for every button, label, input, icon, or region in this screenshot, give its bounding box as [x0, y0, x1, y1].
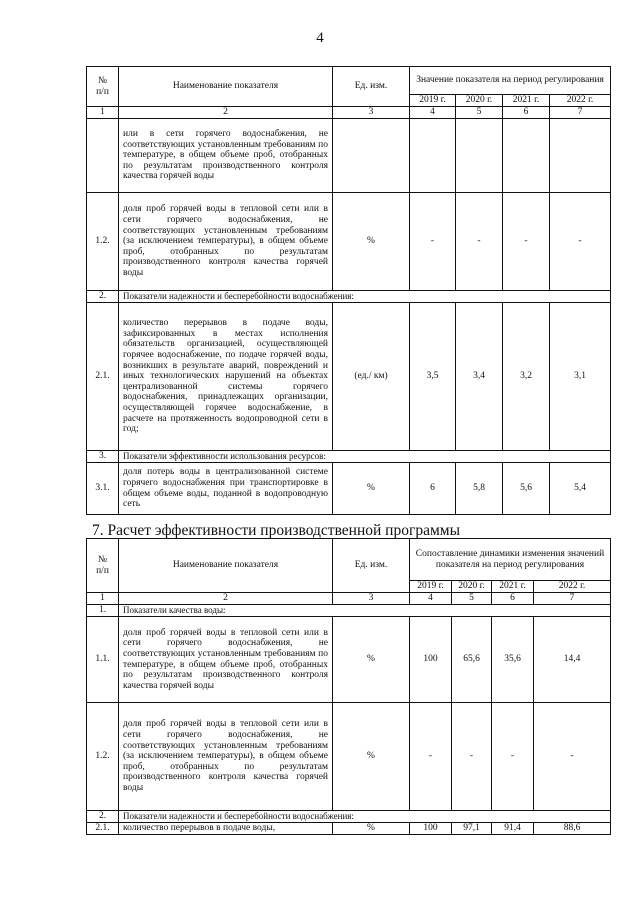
column-index: 6 — [503, 107, 550, 119]
year-header: 2020 г. — [452, 581, 492, 593]
value-cell: - — [503, 193, 550, 291]
row-number: 1.1. — [87, 617, 119, 703]
col-header-name: Наименование показателя — [119, 539, 333, 593]
section-row — [87, 291, 611, 303]
section-number: 2. — [87, 811, 119, 823]
section-row — [87, 811, 611, 823]
value-cell: 3,4 — [456, 303, 503, 451]
column-index: 5 — [452, 593, 492, 605]
column-index: 1 — [87, 107, 119, 119]
col-header-unit: Ед. изм. — [333, 67, 410, 107]
year-header: 2020 г. — [456, 95, 503, 107]
column-index-row — [87, 107, 611, 119]
value-cell — [456, 119, 503, 193]
year-header: 2022 г. — [550, 95, 611, 107]
page-number: 4 — [316, 30, 324, 46]
column-index: 1 — [87, 593, 119, 605]
indicator-unit: % — [333, 703, 410, 811]
value-cell: 14,4 — [534, 617, 611, 703]
table-row — [87, 303, 611, 451]
col-header-num: № п/п — [87, 539, 119, 593]
row-number: 3.1. — [87, 463, 119, 515]
column-index: 3 — [333, 593, 410, 605]
column-index: 5 — [456, 107, 503, 119]
year-header: 2019 г. — [410, 581, 452, 593]
column-index: 4 — [410, 107, 456, 119]
value-cell: 3,1 — [550, 303, 611, 451]
value-cell — [550, 119, 611, 193]
value-cell: - — [456, 193, 503, 291]
value-cell: 3,5 — [410, 303, 456, 451]
section-row — [87, 451, 611, 463]
value-cell: 35,6 — [492, 617, 534, 703]
indicator-description: или в сети горячего водоснабжения, не соответствующих установленным требованиям по температуре, в общем объеме проб, отобранных по результатам производственного контроля качества горячей воды — [119, 119, 333, 193]
section-title: Показатели надежности и бесперебойности водоснабжения: — [119, 291, 611, 303]
table-row — [87, 119, 611, 193]
section-number: 1. — [87, 605, 119, 617]
value-cell: 88,6 — [534, 823, 611, 835]
indicator-unit — [333, 119, 410, 193]
section-number: 2. — [87, 291, 119, 303]
value-cell — [410, 119, 456, 193]
year-header: 2019 г. — [410, 95, 456, 107]
value-cell: 100 — [410, 617, 452, 703]
value-cell: 3,2 — [503, 303, 550, 451]
column-index: 3 — [333, 107, 410, 119]
indicator-description: доля потерь воды в централизованной системе горячего водоснабжения при транспортировке в общем объеме воды, поданной в водопроводную сеть — [119, 463, 333, 515]
column-index: 2 — [119, 107, 333, 119]
year-header: 2021 г. — [503, 95, 550, 107]
row-number — [87, 119, 119, 193]
indicator-unit: % — [333, 463, 410, 515]
column-index: 6 — [492, 593, 534, 605]
table-row — [87, 703, 611, 811]
row-number: 1.2. — [87, 193, 119, 291]
indicator-unit: % — [333, 193, 410, 291]
row-number: 1.2. — [87, 703, 119, 811]
efficiency-table — [86, 538, 611, 835]
section-title: Показатели надежности и бесперебойности водоснабжения: — [119, 811, 611, 823]
indicator-description: количество перерывов в подаче воды, — [119, 823, 333, 835]
col-header-name: Наименование показателя — [119, 67, 333, 107]
year-header: 2022 г. — [534, 581, 611, 593]
table-row — [87, 463, 611, 515]
value-cell: - — [452, 703, 492, 811]
col-header-comparison: Сопоставление динамики изменения значений показателя на период регулирования — [410, 539, 611, 581]
col-header-num: № п/п — [87, 67, 119, 107]
indicator-description: доля проб горячей воды в тепловой сети или в сети горячего водоснабжения, не соответствующих установленным требованиям (за исключением температуры), в общем объеме проб, отобранных по результатам производственного контроля качества горячей воды — [119, 703, 333, 811]
table-header-row — [87, 539, 611, 581]
section-number: 3. — [87, 451, 119, 463]
value-cell: 5,6 — [503, 463, 550, 515]
table-header-row — [87, 67, 611, 95]
value-cell: - — [492, 703, 534, 811]
indicator-description: количество перерывов в подаче воды, зафиксированных в местах исполнения обязательств организацией, осуществляющей горячее водоснабжение, по подаче горячей воды, возникших в результате аварий, повреждений и иных технологических нарушений на объектах централизованной системы горячего водоснабжения, принадлежащих организации, осуществляющей горячее водоснабжение, в расчете на протяженность водопроводной сети в год; — [119, 303, 333, 451]
value-cell: 5,8 — [456, 463, 503, 515]
col-header-unit: Ед. изм. — [333, 539, 410, 593]
value-cell: - — [534, 703, 611, 811]
value-cell: 97,1 — [452, 823, 492, 835]
value-cell: 6 — [410, 463, 456, 515]
section-title: Показатели эффективности использования ресурсов: — [119, 451, 611, 463]
table-row — [87, 823, 611, 835]
value-cell: 65,6 — [452, 617, 492, 703]
indicator-description: доля проб горячей воды в тепловой сети или в сети горячего водоснабжения, не соответствующих установленным требованиям (за исключением температуры), в общем объеме проб, отобранных по результатам производственного контроля качества горячей воды — [119, 193, 333, 291]
indicator-unit: (ед./ км) — [333, 303, 410, 451]
indicator-description: доля проб горячей воды в тепловой сети или в сети горячего водоснабжения, не соответствующих установленным требованиям по температуре, в общем объеме проб, отобранных по результатам производственного контроля качества горячей воды — [119, 617, 333, 703]
value-cell: - — [410, 193, 456, 291]
row-number: 2.1. — [87, 823, 119, 835]
table-row — [87, 617, 611, 703]
table-row — [87, 193, 611, 291]
indicator-unit: % — [333, 823, 410, 835]
indicator-unit: % — [333, 617, 410, 703]
section-heading: 7. Расчет эффективности производственной программы — [92, 522, 460, 539]
column-index: 2 — [119, 593, 333, 605]
value-cell: - — [410, 703, 452, 811]
value-cell — [503, 119, 550, 193]
column-index-row — [87, 593, 611, 605]
value-cell: - — [550, 193, 611, 291]
section-title: Показатели качества воды: — [119, 605, 611, 617]
value-cell: 100 — [410, 823, 452, 835]
year-header: 2021 г. — [492, 581, 534, 593]
section-row — [87, 605, 611, 617]
value-cell: 5,4 — [550, 463, 611, 515]
col-header-values: Значение показателя на период регулирования — [410, 67, 611, 95]
column-index: 7 — [534, 593, 611, 605]
value-cell: 91,4 — [492, 823, 534, 835]
indicator-values-table — [86, 66, 611, 515]
column-index: 4 — [410, 593, 452, 605]
row-number: 2.1. — [87, 303, 119, 451]
column-index: 7 — [550, 107, 611, 119]
